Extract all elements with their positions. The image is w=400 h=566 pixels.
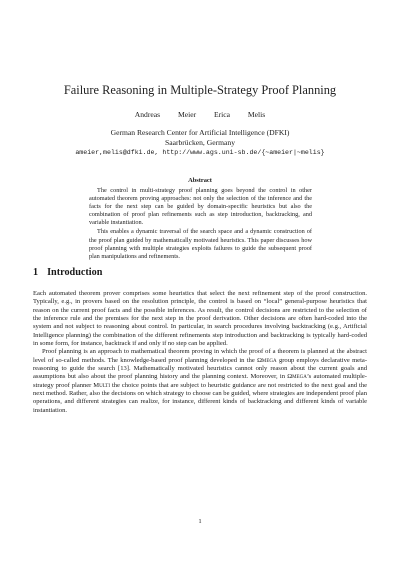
- author-affiliation: [30, 128, 370, 159]
- introduction-body: [33, 290, 367, 415]
- page-number: 1: [198, 518, 202, 525]
- paper-authors: Andreas Meier Erica Melis: [134, 110, 266, 119]
- affiliation-institute: German Research Center for Artificial Intelligence (DFKI): [110, 128, 290, 137]
- abstract-body: [89, 187, 312, 261]
- intro-p2-part-c: ’s automated multiple-strategy proof planner: [33, 373, 367, 389]
- abstract-heading: Abstract: [188, 177, 212, 184]
- affiliation-contact: ameier,melis@dfki.de, http://www.ags.uni-sb.de/{~ameier|~melis}: [75, 149, 325, 157]
- abstract-paragraph-2: This enables a dynamic traversal of the search space and a dynamic construction of the proof plan guided by mathematically motivated heuristics. This paper discusses how proof planning with multiple strategies exploits failures to guide the subsequent proof plan manipulations and refinements.: [89, 228, 312, 260]
- section-heading-introduction: [33, 267, 102, 279]
- affiliation-location: Saarbrücken, Germany: [164, 138, 235, 148]
- paper-title: Failure Reasoning in Multiple-Strategy Proof Planning: [63, 83, 337, 97]
- section-number: 1: [33, 267, 39, 278]
- intro-paragraph-2: [33, 348, 367, 415]
- intro-p2-part-d: the choice points that are subject to heuristic guidance are not restricted to the next goal and the next method. Rather, also the decisions on which strategy to choose can be guided, where strategies are independent proof plan operations, and different strategies can realize, for instance, different kinds of backtracking and different kinds of variable instantiation.: [33, 381, 367, 414]
- intro-paragraph-1: Each automated theorem prover comprises some heuristics that select the next refinement step of the proof construction. Typically, e.g., in provers based on the resolution principle, the control is based on “local” general-purpose heuristics that reason on the current proof facts and the possible inferences. As result, the control decisions are restricted to the selection of the inference rule and the premises for the next step in the proof derivation. Other decisions are often hard-coded into the system and not subject to reasoning about control. In particular, in search procedures involving backtracking (e.g., Artificial Intelligence planning) the combination of the different refinements step introduction and backtracking is typically hard-coded in some form, for instance, backtrack if and only if no step can be applied.: [33, 290, 367, 348]
- intro-p2-part-b: group employs declarative meta-reasoning to guide the search [13]. Mathematically motivated heuristics cannot only reason about the current goals and assumptions but also about the proof planning history and the planning context. Moreover, in: [33, 356, 367, 381]
- intro-p2-part-a: Proof planning is an approach to mathematical theorem proving in which the proof of a theorem is planned at the abstract level of so-called methods. The knowledge-based proof planning developed in the: [33, 348, 367, 364]
- omega-name: Ωmega: [257, 356, 277, 364]
- section-title: Introduction: [47, 267, 103, 278]
- abstract-paragraph-1: The control in multi-strategy proof planning goes beyond the control in other automated theorem proving approaches: not only the selection of the inference and the facts for the next step can be guided by domain-specific heuristics but also the combination of proof plan refinements such as step introduction, backtracking, and variable instantiation.: [89, 187, 312, 227]
- multi-name: Multi: [93, 381, 111, 389]
- omega-name-possessive: Ωmega: [287, 373, 307, 381]
